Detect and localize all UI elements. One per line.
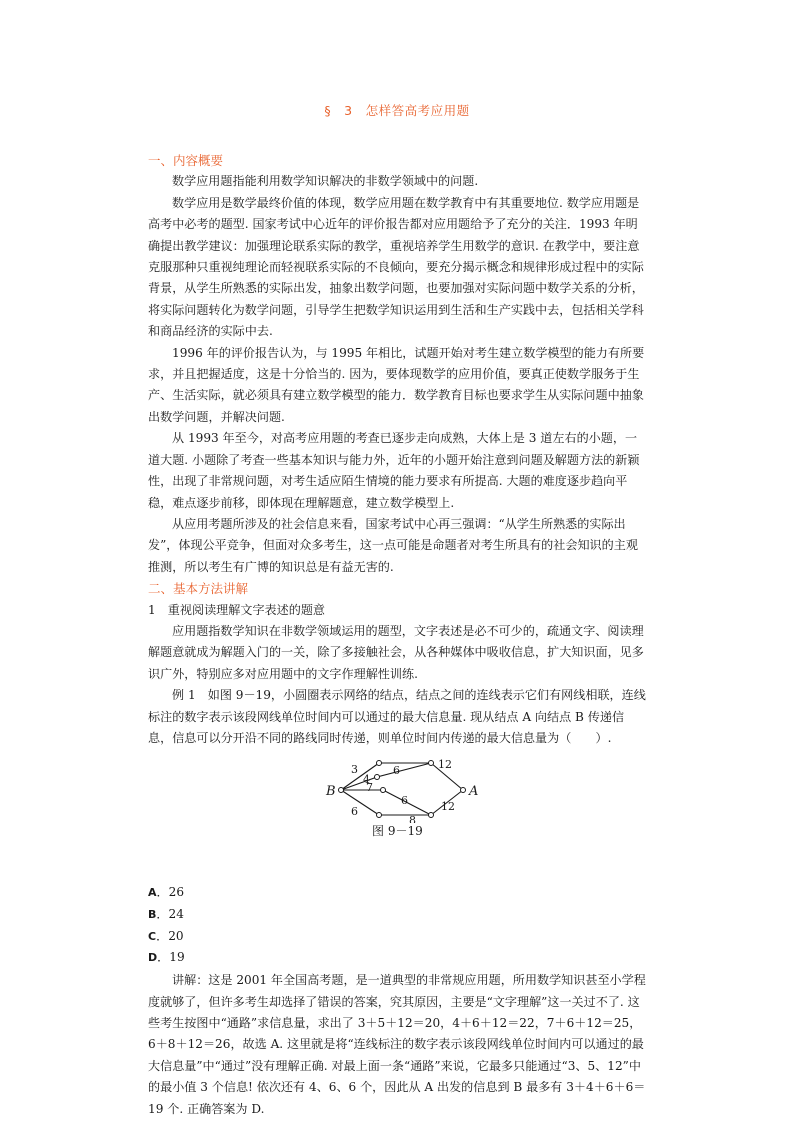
paragraph: 从应用考题所涉及的社会信息来看，国家考试中心再三强调：“从学生所熟悉的实际出发”，体现公平竞争，但面对众多考生，这一点可能是命题者对考生所具有的社会知识的主观推测，所以考生有广博的知识总是有益无害的. (148, 516, 638, 574)
option-letter: B (148, 908, 157, 922)
option-value: 19 (169, 950, 185, 965)
page-title: § 3 怎样答高考应用题 (324, 103, 470, 118)
edge-label: 4 (363, 773, 370, 787)
section-heading-overview: 一、内容概要 (148, 153, 224, 168)
option-letter: D (148, 951, 158, 965)
option-a: A．26 (148, 885, 185, 900)
paragraph: 数学应用是数学最终价值的体现，数学应用题在数学教育中有其重要地位. 数学应用题是高考中必考的题型. 国家考试中心近年的评价报告都对应用题给予了充分的关注．1993 年明确提出教学建议：加强理论联系实际的教学，重视培养学生用数学的意识. 在教学中，要注意克服那种只重视纯理论而轻视联系实际的不良倾向，要充分揭示概念和规律形成过程中的实际背景，从学生所熟悉的实际出发，抽象出数学问题，也要加强对实际问题中数学关系的分析，将实际问题转化为数学问题，引导学生把数学知识运用到生活和生产实践中去，包括相关学科和商品经济的实际中去. (148, 195, 644, 339)
option-value: 24 (168, 907, 184, 922)
edge-label: 8 (409, 814, 416, 824)
option-value: 26 (168, 885, 185, 900)
node-b-label: B (326, 784, 336, 800)
network-diagram (323, 751, 483, 823)
subsection-heading: 1 重视阅读理解文字表述的题意 (148, 602, 326, 617)
paragraph: 从 1993 年至今，对高考应用题的考查已逐步走向成熟，大体上是 3 道左右的小题，一道大题. 小题除了考查一些基本知识与能力外，近年的小题开始注意到问题及解题方法的新颖性，出现了非常规问题，对考生适应陌生情境的能力要求有所提高. 大题的难度逐步趋向平稳，难点逐步前移，即体现在理解题意，建立数学模型上. (148, 431, 640, 510)
paragraph: 数学应用题指能利用数学知识解决的非数学领域中的问题. (172, 174, 479, 189)
option-b: B．24 (148, 907, 184, 922)
edge-label: 3 (351, 763, 358, 777)
example-question: 例 1 如图 9－19，小圆圈表示网络的结点，结点之间的连线表示它们有网线相联，连线标注的数字表示该段网线单位时间内可以通过的最大信息量. 现从结点 A 向结点 B 传递信息，信息可以分开沿不同的路线同时传递，则单位时间内传递的最大信息量为（ ）. (148, 688, 646, 745)
edge-label: 12 (438, 758, 452, 772)
node-a-label: A (469, 784, 479, 800)
edge-label: 7 (366, 781, 373, 795)
network-figure (148, 751, 648, 863)
option-value: 20 (168, 928, 184, 943)
edge-label: 12 (441, 800, 455, 814)
option-c: C．20 (148, 928, 184, 943)
edge-label: 6 (401, 794, 408, 808)
option-d: D．19 (148, 950, 185, 965)
edge-label: 6 (393, 764, 400, 778)
answer-options (148, 882, 648, 969)
section-heading-methods: 二、基本方法讲解 (148, 581, 249, 597)
edge-label: 6 (351, 805, 358, 819)
paragraph: 1996 年的评价报告认为，与 1995 年相比，试题开始对考生建立数学模型的能力有所要求，并且把握适度，这是十分恰当的. 因为，要体现数学的应用价值，要真正使数学服务于生产、生活实际，就必须具有建立数学模型的能力．数学教育目标也要求学生从实际问题中抽象出数学问题，并解决问题. (148, 345, 645, 424)
explanation: 讲解：这是 2001 年全国高考题，是一道典型的非常规应用题，所用数学知识甚至小学程度就够了，但许多考生却选择了错误的答案，究其原因，主要是“文字理解”这一关过不了. 这些考生按图中“通路”求信息量，求出了 3＋5＋12＝20，4＋6＋12＝22，7＋6＋12＝25，6＋8＋12＝26，故选 A. 这里就是将“连线标注的数字表示该段网线单位时间内可以通过的最大信息量”中“通过”没有理解正确. 对最上面一条“通路”来说，它最多只能通过“3、5、12”中的最小值 3 个信息! 依次还有 4、6、6 个，因此从 A 出发的信息到 B 最多有 3＋4＋6＋6＝19 个. 正确答案为 D. (148, 973, 646, 1116)
document-body (148, 150, 648, 1120)
option-letter: A (148, 886, 157, 900)
figure-caption: 图 9－19 (372, 824, 423, 839)
option-letter: C (148, 929, 157, 943)
paragraph: 应用题指数学知识在非数学领域运用的题型，文字表述是必不可少的，疏通文字、阅读理解题意就成为解题入门的一关，除了多接触社会，从各种媒体中吸收信息，扩大知识面，见多识广外，特别应多对应用题中的文字作理解性训练. (148, 623, 644, 681)
